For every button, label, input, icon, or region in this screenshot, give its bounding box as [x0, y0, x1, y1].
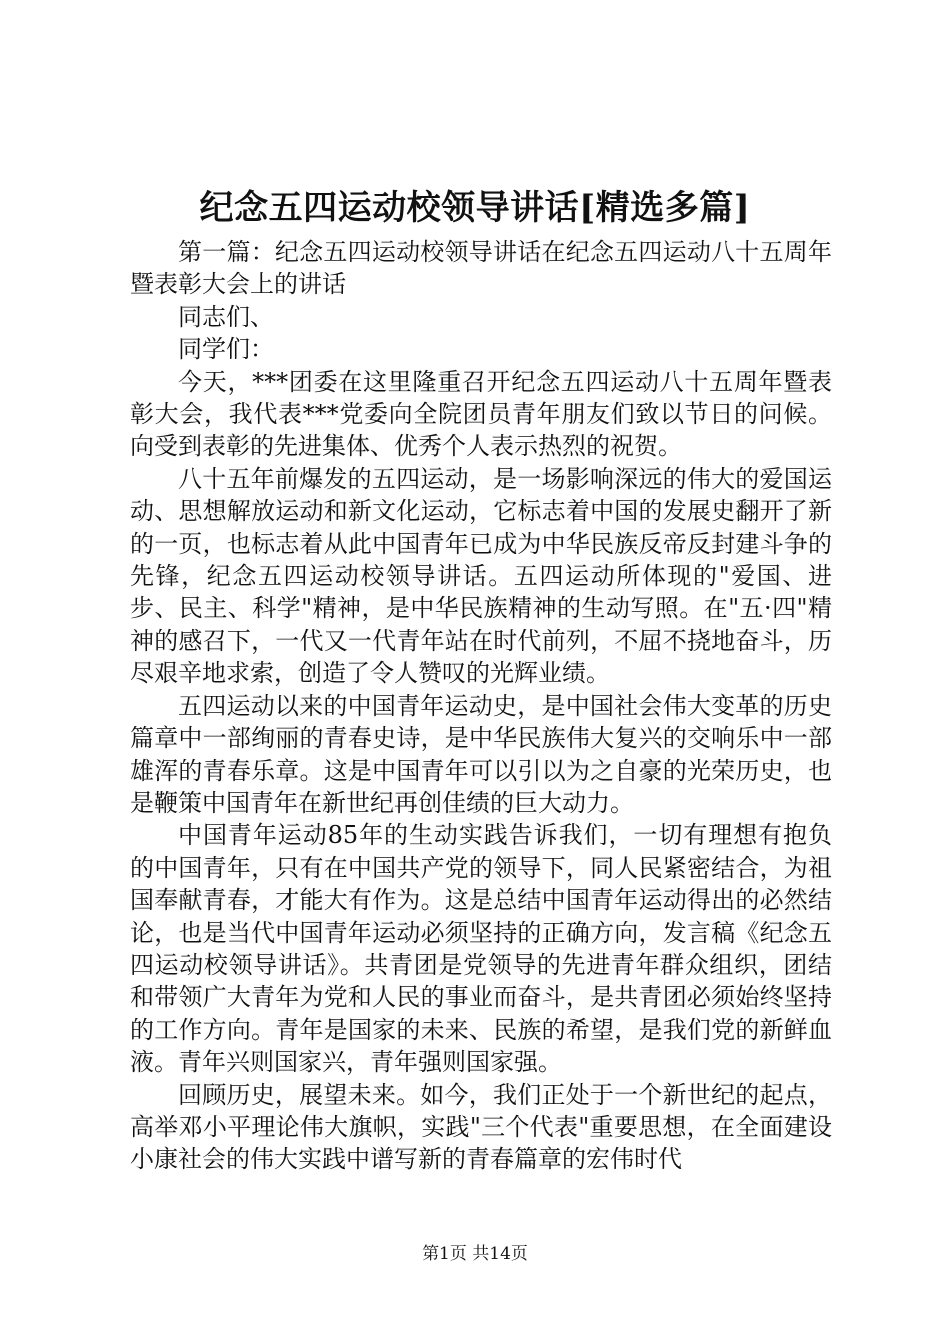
document-body	[130, 236, 832, 1176]
paragraph: 回顾历史，展望未来。如今，我们正处于一个新世纪的起点，高举邓小平理论伟大旗帜，实践"三个代表"重要思想，在全面建设小康社会的伟大实践中谱写新的青春篇章的宏伟时代	[130, 1080, 832, 1174]
paragraph: 中国青年运动85年的生动实践告诉我们，一切有理想有抱负的中国青年，只有在中国共产党的领导下，同人民紧密结合，为祖国奉献青春，才能大有作为。这是总结中国青年运动得出的必然结论，也是当代中国青年运动必须坚持的正确方向，发言稿《纪念五四运动校领导讲话》。共青团是党领导的先进青年群众组织，团结和带领广大青年为党和人民的事业而奋斗，是共青团必须始终坚持的工作方向。青年是国家的未来、民族的希望，是我们党的新鲜血液。青年兴则国家兴，青年强则国家强。	[130, 821, 832, 1077]
paragraph: 今天，***团委在这里隆重召开纪念五四运动八十五周年暨表彰大会，我代表***党委向全院团员青年朋友们致以节日的问候。向受到表彰的先进集体、优秀个人表示热烈的祝贺。	[130, 367, 832, 461]
paragraph: 八十五年前爆发的五四运动，是一场影响深远的伟大的爱国运动、思想解放运动和新文化运动，它标志着中国的发展史翻开了新的一页，也标志着从此中国青年已成为中华民族反帝反封建斗争的先锋，纪念五四运动校领导讲话。五四运动所体现的"爱国、进步、民主、科学"精神，是中华民族精神的生动写照。在"五·四"精神的感召下，一代又一代青年站在时代前列，不屈不挠地奋斗，历尽艰辛地求索，创造了令人赞叹的光辉业绩。	[130, 464, 832, 688]
document-title: 纪念五四运动校领导讲话[精选多篇]	[199, 188, 751, 228]
page-number-footer: 第1页 共14页	[422, 1244, 528, 1264]
paragraph-salutation-students: 同学们：	[178, 335, 274, 364]
paragraph-salutation-comrades: 同志们、	[178, 302, 274, 331]
paragraph: 五四运动以来的中国青年运动史，是中国社会伟大变革的历史篇章中一部绚丽的青春史诗，是中华民族伟大复兴的交响乐中一部雄浑的青春乐章。这是中国青年可以引以为之自豪的光荣历史，也是鞭策中国青年在新世纪再创佳绩的巨大动力。	[130, 691, 832, 817]
paragraph-heading: 第一篇：纪念五四运动校领导讲话在纪念五四运动八十五周年暨表彰大会上的讲话	[130, 238, 832, 299]
